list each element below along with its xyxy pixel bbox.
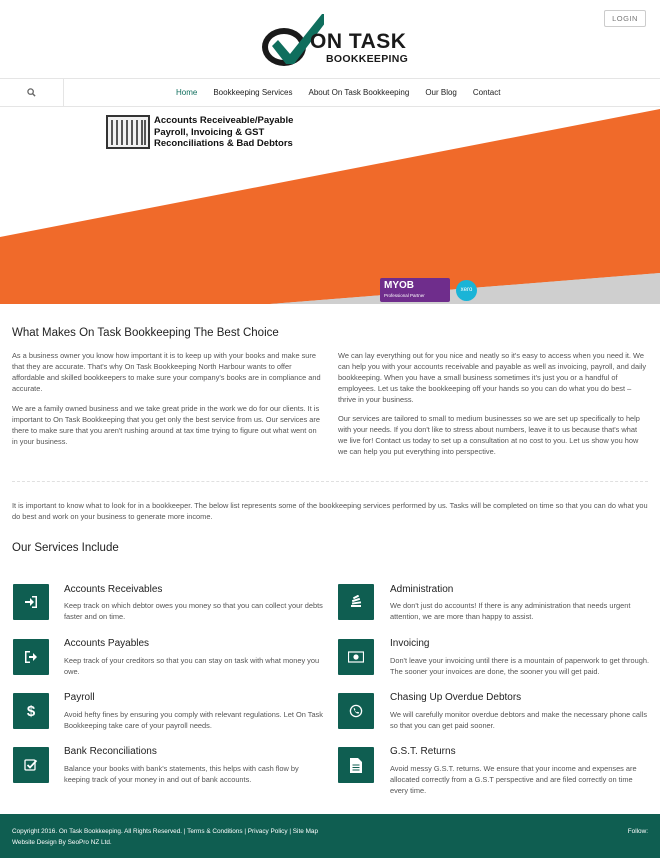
- service-icon-box: [13, 693, 49, 729]
- money-icon: [348, 651, 364, 663]
- footer-copyright: Copyright 2016. On Task Bookkeeping. All Rights Reserved.: [12, 828, 183, 835]
- nav-item-home[interactable]: Home: [176, 88, 198, 97]
- hero-caption-line: Reconciliations & Bad Debtors: [154, 138, 293, 149]
- about-heading: What Makes On Task Bookkeeping The Best Choice: [12, 327, 279, 339]
- abacus-image: [106, 115, 150, 149]
- service-description: Avoid messy G.S.T. returns. We ensure that your income and expenses are allocated correctly from a G.S.T perspective and are filed correctly on time every time.: [390, 764, 637, 795]
- service-title: Administration: [390, 584, 454, 595]
- footer-terms-link[interactable]: Terms & Conditions: [187, 828, 243, 835]
- nav-item-contact[interactable]: Contact: [472, 88, 501, 97]
- hero-banner: [0, 107, 660, 304]
- service-title: Invoicing: [390, 638, 430, 649]
- service-icon-box: [338, 693, 374, 729]
- service-icon-box: [338, 747, 374, 783]
- service-description: We will carefully monitor overdue debtors and make the necessary phone calls so that you can get paid sooner.: [390, 710, 648, 730]
- document-icon: [350, 758, 362, 773]
- hero-background: [0, 107, 660, 304]
- myob-logo-text: MYOB: [384, 280, 414, 291]
- footer-privacy-link[interactable]: Privacy Policy: [247, 828, 288, 835]
- service-title: Accounts Receivables: [64, 584, 163, 595]
- logo-text-main: ON TASK: [310, 30, 407, 53]
- footer-separator: |: [287, 828, 293, 835]
- service-title: Payroll: [64, 692, 95, 703]
- site-header: [0, 0, 660, 78]
- footer-sitemap-link[interactable]: Site Map: [292, 828, 319, 835]
- footer-separator: |: [182, 828, 188, 835]
- about-right-paragraph-2: Our services are tailored to small to medium businesses so we are set up specifically to help with your needs. If you don't like to stress about numbers, leave it to us because that's what we live for! Contact us today to set up a consultation at no cost to you. Let us show you how we can help you put everything into perspective.: [338, 414, 640, 456]
- footer-design-credit[interactable]: Website Design By SeoPro NZ Ltd.: [12, 839, 112, 846]
- footer-links: [12, 828, 318, 835]
- stack-icon: [349, 595, 363, 609]
- search-button[interactable]: [0, 79, 64, 106]
- service-description: Keep track of your creditors so that you can stay on task with what money you owe.: [64, 656, 320, 676]
- search-icon: [27, 88, 36, 97]
- sign-out-icon: [24, 650, 38, 664]
- sign-in-icon: [24, 595, 38, 609]
- site-footer: [0, 814, 660, 858]
- service-icon-box: [338, 639, 374, 675]
- checkbox-icon: [24, 758, 38, 772]
- nav-item-about[interactable]: About On Task Bookkeeping: [308, 88, 410, 97]
- service-title: Accounts Payables: [64, 638, 150, 649]
- service-description: Avoid hefty fines by ensuring you comply with relevant regulations. Let On Task Bookkeeping take care of your payroll needs.: [64, 710, 323, 730]
- service-title: Bank Reconciliations: [64, 746, 157, 757]
- nav-item-blog[interactable]: Our Blog: [425, 88, 457, 97]
- login-button[interactable]: LOGIN: [604, 10, 646, 27]
- service-description: Balance your books with bank's statements, this helps with cash flow by keeping track of your money in and out of bank accounts.: [64, 764, 299, 784]
- service-icon-box: [13, 747, 49, 783]
- footer-follow-label: Follow:: [627, 828, 648, 835]
- service-description: Keep track on which debtor owes you money so that you can collect your debts faster and on time.: [64, 601, 323, 621]
- service-description: Don't leave your invoicing until there is a mountain of paperwork to get through. The sooner your invoices are done, the sooner you will get paid.: [390, 656, 650, 676]
- myob-sub-text: Professional Partner: [384, 293, 425, 298]
- service-title: Chasing Up Overdue Debtors: [390, 692, 522, 703]
- phone-icon: [349, 704, 363, 718]
- service-icon-box: [13, 584, 49, 620]
- about-right-paragraph-1: We can lay everything out for you nice and neatly so it's easy to access when you need it. We can help you with your accounts receivable and payable as well as invoicing, payroll, and daily bookkeeping. When you have a small business sometimes it's just you or a handful of employees. Let us take the bookkeeping off your hands so you can do what you do best – thrive in your business.: [338, 351, 647, 404]
- service-title: G.S.T. Returns: [390, 746, 456, 757]
- site-logo[interactable]: [262, 10, 409, 68]
- dollar-icon: [24, 703, 38, 719]
- service-icon-box: [338, 584, 374, 620]
- main-nav: [0, 78, 660, 107]
- svg-text:$: $: [26, 703, 36, 719]
- services-intro: It is important to know what to look for in a bookkeeper. The below list represents some of the bookkeeping services performed by us. Tasks will be completed on time so that you can do what you do best and work on your business to generate more income.: [12, 501, 648, 521]
- myob-partner-badge: [380, 278, 450, 302]
- section-divider: [12, 481, 648, 482]
- nav-item-bookkeeping-services[interactable]: Bookkeeping Services: [213, 88, 293, 97]
- about-left-paragraph-1: As a business owner you know how important it is to keep up with your books and make sure that they are accurate. That's why On Task Bookkeeping North Harbour wants to offer affordable and skilled bookkeepers to make sure your company's books are in compliance and accurate.: [12, 351, 321, 393]
- hero-caption-line: Accounts Receiveable/Payable: [154, 115, 294, 126]
- footer-separator: |: [242, 828, 248, 835]
- hero-caption: [154, 115, 293, 150]
- xero-logo: xero: [456, 280, 477, 301]
- nav-links: [176, 79, 516, 106]
- logo-text-sub: BOOKKEEPING: [326, 53, 409, 65]
- services-heading: Our Services Include: [12, 542, 119, 554]
- hero-caption-line: Payroll, Invoicing & GST: [154, 126, 265, 138]
- service-description: We don't just do accounts! If there is any administration that needs urgent attention, we are more than happy to assist.: [390, 601, 631, 621]
- about-left-paragraph-2: We are a family owned business and we take great pride in the work we do for our clients. It is important to On Task Bookkeeping that you get only the best service from us. Our services are there to make sure that you aren't rushing around at tax time trying to figure out what went on in your business.: [12, 404, 320, 446]
- service-icon-box: [13, 639, 49, 675]
